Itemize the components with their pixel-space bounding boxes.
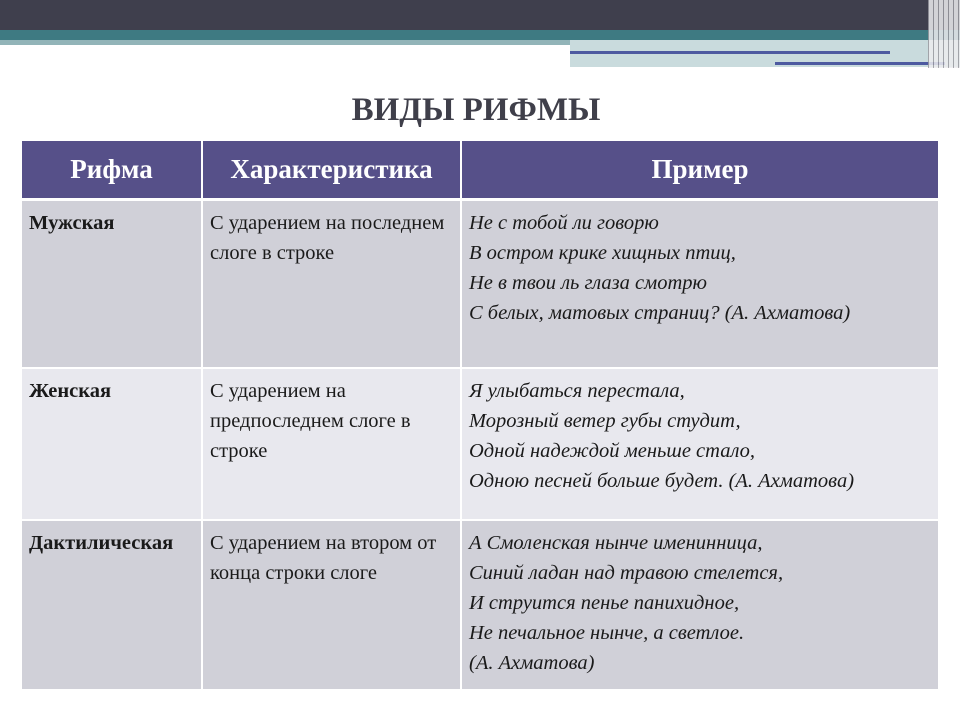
decor-vertical-stripes [928, 0, 960, 68]
rhyme-types-table [22, 141, 938, 691]
rhyme-example [461, 200, 938, 368]
header-characteristic: Характеристика [202, 141, 461, 200]
table-row [22, 520, 938, 690]
header-example: Пример [461, 141, 938, 200]
example-line: И струится пенье панихидное, [469, 591, 740, 614]
table-row [22, 200, 938, 368]
example-line: Одною песней больше будет. (А. Ахматова) [469, 469, 855, 492]
decor-blue-line-short [775, 62, 945, 65]
example-line: Синий ладан над травою стелется, [469, 561, 784, 584]
decor-blue-line [570, 51, 890, 54]
rhyme-type: Мужская [22, 200, 202, 368]
rhyme-type: Женская [22, 368, 202, 520]
slide-title: ВИДЫ РИФМЫ [351, 92, 601, 128]
rhyme-description: С ударением на предпоследнем слоге в строке [202, 368, 461, 520]
rhyme-example [461, 520, 938, 690]
example-line: Не в твои ль глаза смотрю [469, 272, 707, 294]
rhyme-description: С ударением на последнем слоге в строке [202, 200, 461, 368]
example-line: Не с тобой ли говорю [469, 212, 659, 234]
table-header-row [22, 141, 938, 200]
example-line: В остром крике хищных птиц, [469, 242, 736, 264]
decor-top-bar [0, 0, 960, 30]
table-row [22, 368, 938, 520]
example-line: Одной надеждой меньше стало, [469, 439, 756, 462]
example-line: Морозный ветер губы студит, [469, 409, 741, 432]
example-line: (А. Ахматова) [469, 651, 595, 674]
rhyme-example [461, 368, 938, 520]
decor-teal-band [0, 30, 960, 40]
rhyme-description: С ударением на втором от конца строки слоге [202, 520, 461, 690]
rhyme-type: Дактилическая [22, 520, 202, 690]
example-line: Я улыбаться перестала, [469, 379, 685, 402]
example-line: С белых, матовых страниц? (А. Ахматова) [469, 302, 851, 324]
decor-light-teal-band [0, 40, 570, 45]
example-line: А Смоленская нынче именинница, [469, 531, 763, 554]
header-rhyme: Рифма [22, 141, 202, 200]
example-line: Не печальное нынче, а светлое. [469, 621, 745, 644]
